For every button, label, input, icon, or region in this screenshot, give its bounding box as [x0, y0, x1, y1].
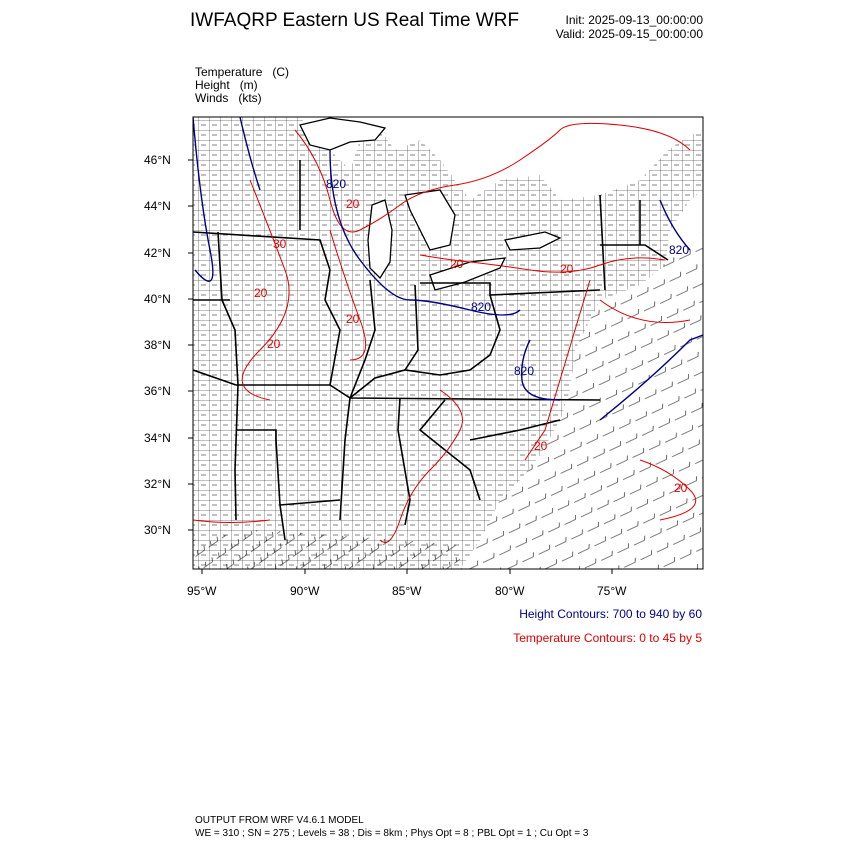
longitude-axis	[202, 569, 612, 574]
temperature-label: 20	[450, 257, 464, 271]
temperature-label: 20	[674, 481, 688, 495]
lon-label: 85°W	[392, 584, 422, 598]
lat-label: 44°N	[144, 199, 171, 213]
lon-label: 75°W	[597, 584, 627, 598]
lon-label: 90°W	[290, 584, 320, 598]
lat-label: 38°N	[144, 338, 171, 352]
valid-time: Valid: 2025-09-15_00:00:00	[555, 27, 703, 41]
field-temperature: Temperature (C)	[195, 65, 290, 79]
temperature-label: 20	[534, 439, 548, 453]
latitude-axis	[188, 160, 193, 530]
lon-label: 95°W	[187, 584, 217, 598]
init-time: Init: 2025-09-13_00:00:00	[565, 13, 703, 27]
temperature-label: 20	[254, 286, 268, 300]
lat-label: 34°N	[144, 431, 171, 445]
lon-label: 80°W	[495, 584, 525, 598]
temperature-label: 30	[273, 237, 287, 251]
lat-label: 46°N	[144, 153, 171, 167]
lat-label: 42°N	[144, 246, 171, 260]
temperature-label: 20	[560, 262, 574, 276]
field-height: Height (m)	[195, 78, 258, 92]
temperature-contour-legend: Temperature Contours: 0 to 45 by 5	[513, 631, 702, 645]
height-label: 820	[471, 300, 492, 314]
model-footer-line1: OUTPUT FROM WRF V4.6.1 MODEL	[195, 815, 364, 826]
map-title: IWFAQRP Eastern US Real Time WRF	[190, 10, 520, 31]
temperature-label: 20	[346, 197, 360, 211]
lat-label: 32°N	[144, 477, 171, 491]
lat-label: 36°N	[144, 384, 171, 398]
height-label: 820	[514, 364, 535, 378]
height-label: 820	[326, 177, 347, 191]
field-winds: Winds (kts)	[195, 91, 262, 105]
height-contour-legend: Height Contours: 700 to 940 by 60	[519, 607, 702, 621]
lat-label: 40°N	[144, 292, 171, 306]
temperature-label: 20	[267, 337, 281, 351]
height-label: 820	[669, 243, 690, 257]
temperature-label: 20	[346, 312, 360, 326]
model-footer-line2: WE = 310 ; SN = 275 ; Levels = 38 ; Dis = 8km ; Phys Opt = 8 ; PBL Opt = 1 ; Cu Opt = 3	[195, 828, 589, 839]
lat-label: 30°N	[144, 523, 171, 537]
